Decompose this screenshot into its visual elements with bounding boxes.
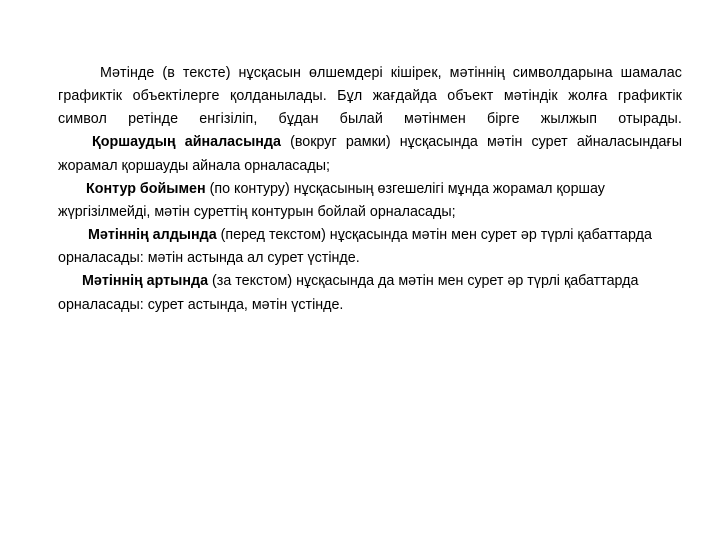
paragraph-text: Мәтінде (в тексте) нұсқасын өлшемдері кішірек, мәтіннің символдарына шамалас графиктік объектілерге қолданылады. Бұл жағдайда объект мәтіндік жолға графиктік символ ретінде енгізіліп, бұдан былай мәтінмен бірге жылжып отырады. [58,65,682,128]
term-artynda: Мәтіннің артында [82,273,209,290]
paragraph-text: (за текстом) нұсқасында да мәтін мен сурет әр түрлі қабаттарда орналасады: сурет астында, мәтін үстінде. [58,273,639,313]
term-korshaudyn: Қоршаудың айналасында [92,134,281,151]
term-kontur: Контур бойымен [86,180,206,197]
paragraph-kontur [58,178,682,224]
paragraph-text: (перед текстом) нұсқасында мәтін мен сурет әр түрлі қабаттарда орналасады: мәтін астында ал сурет үстінде. [58,227,652,267]
paragraph-aldynda [58,224,682,270]
paragraph-korshaudyn [58,131,682,177]
paragraph-text: (по контуру) нұсқасының өзгешелігі мұнда жорамал қоршау жүргізілмейді, мәтін суреттің контурын бойлай орналасады; [58,180,605,220]
paragraph-matinde [58,62,682,131]
term-aldynda: Мәтіннің алдында [88,227,217,244]
paragraph-text: (вокруг рамки) нұсқасында мәтін сурет айналасындағы жорамал қоршауды айнала орналасады; [58,134,682,174]
paragraph-artynda [58,270,682,316]
